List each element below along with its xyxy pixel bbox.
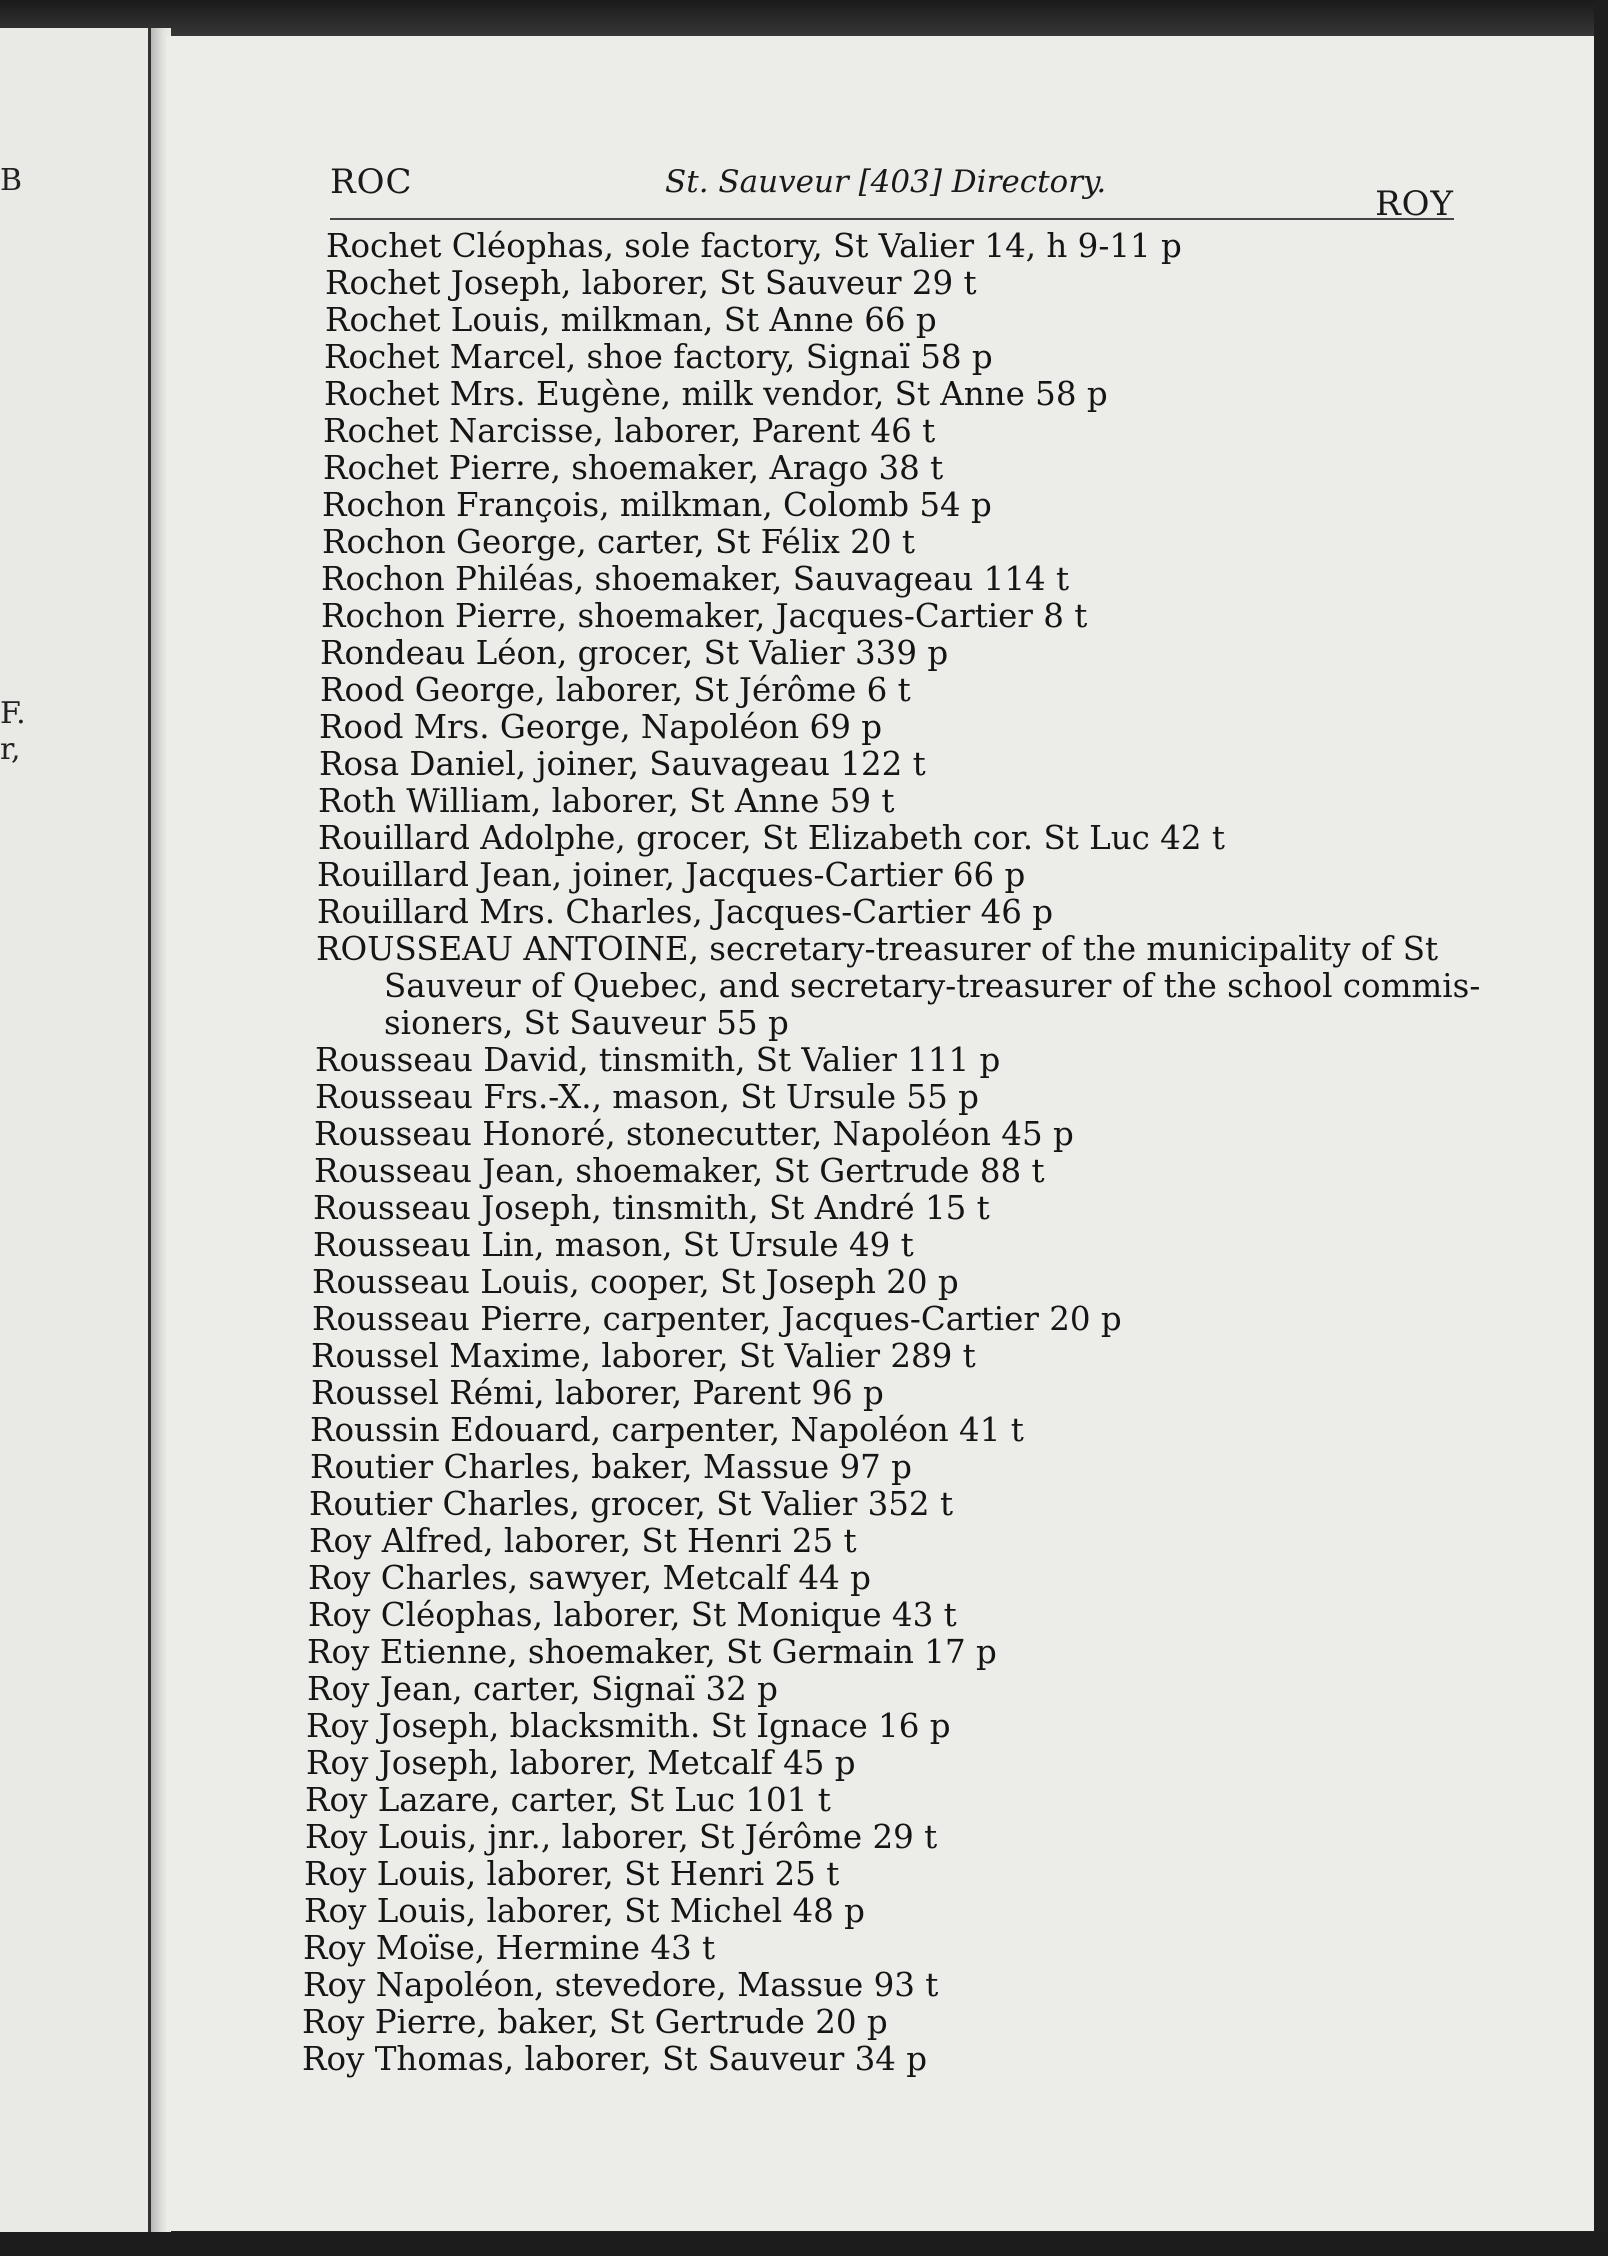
header-guide-word-right: ROY (1375, 184, 1454, 224)
directory-entry: Roy Napoléon, stevedore, Massue 93 t (303, 1966, 939, 2004)
header-guide-word-left: ROC (330, 162, 413, 202)
directory-entry: Rochet Narcisse, laborer, Parent 46 t (323, 412, 936, 450)
directory-entry: Rood George, laborer, St Jérôme 6 t (320, 671, 911, 709)
directory-entry: Rochet Louis, milkman, St Anne 66 p (325, 301, 937, 339)
directory-entry-continuation: Sauveur of Quebec, and secretary-treasurer of the school commis- (384, 967, 1481, 1005)
directory-entry: Rouillard Jean, joiner, Jacques-Cartier 66 p (317, 856, 1026, 894)
facing-page-fragment: B (0, 163, 23, 198)
directory-entry: Roth William, laborer, St Anne 59 t (318, 782, 895, 820)
scan-top-edge (0, 0, 1608, 40)
directory-entry: Rochet Mrs. Eugène, milk vendor, St Anne 58 p (324, 375, 1108, 413)
directory-entry: Rouillard Mrs. Charles, Jacques-Cartier 46 p (317, 893, 1054, 931)
running-header (330, 162, 1454, 232)
directory-entry: Roy Louis, jnr., laborer, St Jérôme 29 t (305, 1818, 938, 1856)
directory-entry: Routier Charles, grocer, St Valier 352 t (309, 1485, 954, 1523)
directory-entry: Rochet Cléophas, sole factory, St Valier 14, h 9-11 p (326, 227, 1182, 265)
directory-entry: Rondeau Léon, grocer, St Valier 339 p (320, 634, 949, 672)
directory-entry: Roussel Rémi, laborer, Parent 96 p (311, 1374, 884, 1412)
directory-entry: Roy Louis, laborer, St Michel 48 p (304, 1892, 865, 1930)
directory-entry: Rochon Pierre, shoemaker, Jacques-Cartier 8 t (321, 597, 1088, 635)
directory-entry: Rood Mrs. George, Napoléon 69 p (319, 708, 883, 746)
directory-entry: Rousseau Jean, shoemaker, St Gertrude 88 t (314, 1152, 1045, 1190)
directory-entry: Rosa Daniel, joiner, Sauvageau 122 t (319, 745, 926, 783)
directory-entry: Roy Pierre, baker, St Gertrude 20 p (302, 2003, 888, 2041)
directory-entry: Rochon Philéas, shoemaker, Sauvageau 114 t (321, 560, 1070, 598)
header-title: St. Sauveur [403] Directory. (665, 164, 1107, 200)
directory-entry: Rousseau Louis, cooper, St Joseph 20 p (312, 1263, 959, 1301)
directory-entry: Rousseau Honoré, stonecutter, Napoléon 45 p (314, 1115, 1074, 1153)
directory-entry: Roussin Edouard, carpenter, Napoléon 41 t (310, 1411, 1024, 1449)
directory-entry: Roy Joseph, laborer, Metcalf 45 p (306, 1744, 856, 1782)
directory-entry: Roy Cléophas, laborer, St Monique 43 t (308, 1596, 957, 1634)
directory-entry: Rousseau Joseph, tinsmith, St André 15 t (313, 1189, 990, 1227)
directory-entry: Roy Lazare, carter, St Luc 101 t (305, 1781, 831, 1819)
facing-page-fragment: F. (0, 696, 26, 731)
directory-entry: Routier Charles, baker, Massue 97 p (310, 1448, 912, 1486)
directory-entry: Roy Jean, carter, Signaï 32 p (307, 1670, 778, 1708)
directory-entry: Rochet Marcel, shoe factory, Signaï 58 p (324, 338, 993, 376)
directory-entry: Roy Thomas, laborer, St Sauveur 34 p (302, 2040, 928, 2078)
directory-entry: Rousseau David, tinsmith, St Valier 111 p (315, 1041, 1001, 1079)
scan-right-edge (1594, 0, 1608, 2256)
directory-entry: Rochon François, milkman, Colomb 54 p (322, 486, 992, 524)
directory-entry: Roussel Maxime, laborer, St Valier 289 t (311, 1337, 976, 1375)
directory-entry: Roy Louis, laborer, St Henri 25 t (304, 1855, 840, 1893)
scan-bottom-edge (0, 2232, 1608, 2256)
directory-entry: Rousseau Frs.-X., mason, St Ursule 55 p (315, 1078, 979, 1116)
directory-entry: Roy Alfred, laborer, St Henri 25 t (309, 1522, 857, 1560)
directory-entry: Roy Charles, sawyer, Metcalf 44 p (308, 1559, 871, 1597)
directory-entry: Roy Etienne, shoemaker, St Germain 17 p (307, 1633, 997, 1671)
facing-page-fragment: r, (0, 732, 21, 767)
directory-entry: Rochet Pierre, shoemaker, Arago 38 t (323, 449, 944, 487)
directory-entry: Rousseau Lin, mason, St Ursule 49 t (313, 1226, 914, 1264)
header-rule (330, 218, 1454, 220)
directory-entry: Rochet Joseph, laborer, St Sauveur 29 t (325, 264, 977, 302)
directory-entry: Rousseau Pierre, carpenter, Jacques-Cartier 20 p (312, 1300, 1122, 1338)
directory-entry: Rochon George, carter, St Félix 20 t (322, 523, 915, 561)
directory-entry-continuation: sioners, St Sauveur 55 p (384, 1004, 789, 1042)
directory-entry: Roy Moïse, Hermine 43 t (303, 1929, 716, 1967)
directory-entry-feature: ROUSSEAU ANTOINE, secretary-treasurer of the municipality of St (316, 930, 1439, 968)
directory-entry: Rouillard Adolphe, grocer, St Elizabeth cor. St Luc 42 t (318, 819, 1225, 857)
directory-entry: Roy Joseph, blacksmith. St Ignace 16 p (306, 1707, 951, 1745)
facing-page-edge (0, 28, 150, 2233)
